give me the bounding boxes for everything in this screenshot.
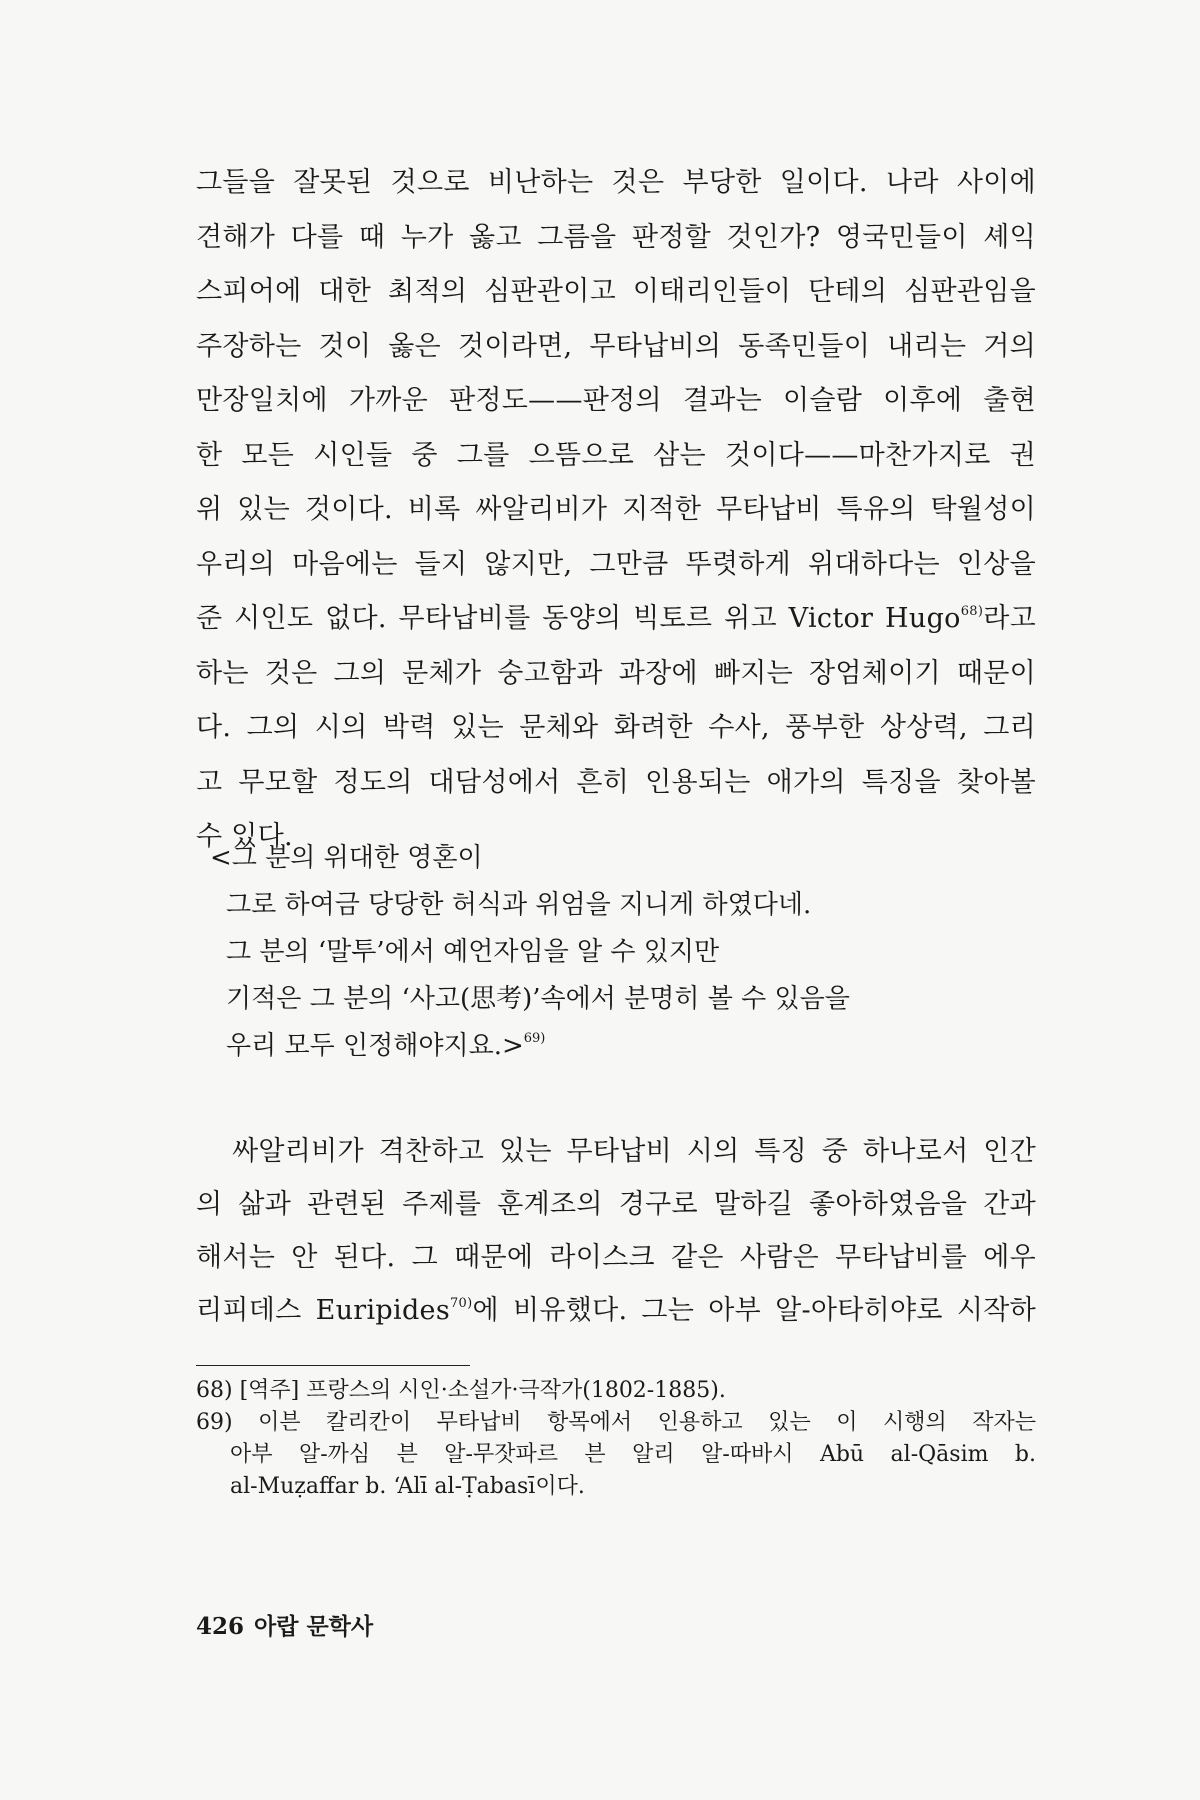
poem-line: 기적은 그 분의 ‘사고(思考)’속에서 분명히 볼 수 있음을 bbox=[226, 984, 850, 1014]
text-line: 하는 것은 그의 문체가 숭고함과 과장에 빠지는 장엄체이기 때문이 bbox=[196, 657, 1036, 689]
footnote-69-continued: 아부 알-까심 븐 알-무잣파르 븐 알리 알-따바시 Abū al-Qāsim b. bbox=[230, 1442, 1036, 1467]
text-line: 그들을 잘못된 것으로 비난하는 것은 부당한 일이다. 나라 사이에 bbox=[196, 167, 1036, 198]
text-line: 수 있다. bbox=[196, 821, 293, 852]
text-line: 해서는 안 된다. 그 때문에 라이스크 같은 사람은 무타납비를 에우 bbox=[196, 1242, 1036, 1273]
footnote-ref-68: 68) bbox=[960, 604, 984, 619]
text-line: 주장하는 것이 옳은 것이라면, 무타납비의 동족민들이 내리는 거의 bbox=[196, 330, 1036, 362]
footnote-ref-70: 70) bbox=[449, 1296, 473, 1311]
text-line: 위 있는 것이다. 비록 싸알리비가 지적한 무타납비 특유의 탁월성이 bbox=[196, 494, 1036, 525]
footnote-68: 68) [역주] 프랑스의 시인·소설가·극작가(1802-1885). bbox=[196, 1378, 726, 1403]
text-line: 싸알리비가 격찬하고 있는 무타납비 시의 특징 중 하나로서 인간 bbox=[232, 1136, 1036, 1167]
line-text: 리피데스 Euripides bbox=[196, 1295, 450, 1326]
footnote-ref-69: 69) bbox=[523, 1031, 546, 1046]
text-line: 우리의 마음에는 들지 않지만, 그만큼 뚜렷하게 위대하다는 인상을 bbox=[196, 548, 1036, 580]
footnote-69: 69) 이븐 칼리칸이 무타납비 항목에서 인용하고 있는 이 시행의 작자는 bbox=[196, 1410, 1036, 1435]
poem-line: 그로 하여금 당당한 허식과 위엄을 지니게 하였다네. bbox=[226, 890, 812, 920]
body-paragraph-2 bbox=[196, 1125, 1036, 1337]
text-line: 한 모든 시인들 중 그를 으뜸으로 삼는 것이다——마찬가지로 권 bbox=[196, 439, 1036, 471]
text-line: 의 삶과 관련된 주제를 훈계조의 경구로 말하길 좋아하였음을 간과 bbox=[196, 1189, 1036, 1220]
running-title: 아랍 문학사 bbox=[254, 1613, 374, 1640]
line-text: 준 시인도 없다. 무타납비를 동양의 빅토르 위고 Victor Hugo bbox=[196, 603, 961, 634]
body-paragraph-1 bbox=[196, 156, 1036, 865]
poem-quotation bbox=[210, 835, 1010, 1070]
poem-line-last bbox=[210, 1023, 1010, 1070]
text-line-with-footnote-68 bbox=[196, 592, 1036, 647]
text-line: 만장일치에 가까운 판정도——판정의 결과는 이슬람 이후에 출현 bbox=[196, 385, 1036, 416]
text-line-with-footnote-70 bbox=[196, 1284, 1036, 1337]
text-line: 견해가 다를 때 누가 옳고 그름을 판정할 것인가? 영국민들이 셰익 bbox=[196, 221, 1036, 253]
page-number: 426 bbox=[196, 1613, 245, 1640]
text-line: 스피어에 대한 최적의 심판관이고 이태리인들이 단테의 심판관임을 bbox=[196, 276, 1036, 307]
footnote-divider bbox=[196, 1365, 470, 1366]
poem-line-text: 우리 모두 인정해야지요.> bbox=[226, 1031, 524, 1061]
footnote-69-continued: al-Muẓaffar b. ‘Alī al-Ṭabasī이다. bbox=[230, 1474, 585, 1499]
line-tail: 에 비유했다. 그는 아부 알-아타히야로 시작하 bbox=[472, 1295, 1037, 1326]
text-line: 다. 그의 시의 박력 있는 문체와 화려한 수사, 풍부한 상상력, 그리 bbox=[196, 712, 1036, 743]
poem-line: 그 분의 ‘말투’에서 예언자임을 알 수 있지만 bbox=[226, 937, 720, 967]
line-tail: 라고 bbox=[983, 603, 1036, 634]
footnotes bbox=[196, 1375, 1036, 1503]
text-line: 고 무모할 정도의 대담성에서 흔히 인용되는 애가의 특징을 찾아볼 bbox=[196, 766, 1036, 798]
page-footer bbox=[196, 1608, 383, 1641]
poem-line: <그 분의 위대한 영혼이 bbox=[210, 843, 483, 873]
